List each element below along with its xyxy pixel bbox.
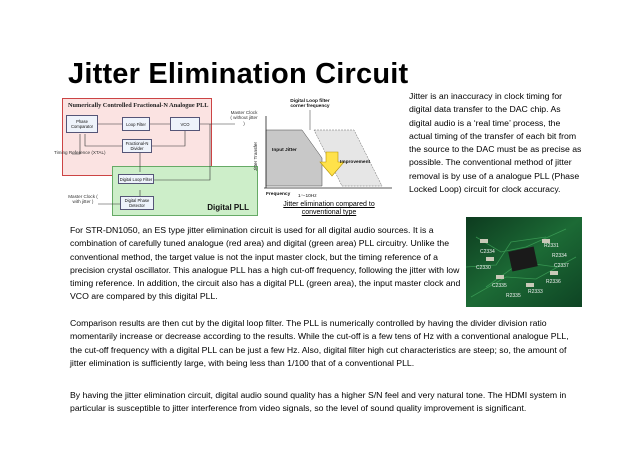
board-label-r2336: R2336 (546, 279, 561, 285)
board-label-c2330: C2330 (476, 265, 491, 271)
phase-comparator-block: Phase Comparator (66, 115, 98, 133)
digital-phase-detector-block: Digital Phase Detector (120, 196, 154, 210)
digital-loop-filter-block: Digital Loop Filter (118, 174, 154, 184)
vco-block: VCO (170, 117, 200, 131)
corner-frequency-label: Digital Loop filter corner frequency (290, 99, 330, 109)
page-title: Jitter Elimination Circuit (68, 58, 409, 90)
y-axis-label: Jitter Transfer (254, 141, 260, 172)
fractional-divider-block: Fractional-N Divider (122, 139, 152, 153)
pll-block-diagram (54, 96, 260, 218)
body-paragraph-1: For STR-DN1050, an ES type jitter elimination circuit is used for all digital audio sources. It is a combination of carefully tuned analogue (red area) and digital (green area) PLL circuitry. Unlike the conventional method, the target value is not the input master clock, but the timing reference of a precision crystal oscillator. This analogue PLL has a high cut-off frequency, following the jitter with low timing reference. In addition, the circuit also has a digital PLL (green area), the input master clock and VCO are compared by this digital PLL. (70, 225, 461, 302)
intro-paragraph: Jitter is an inaccuracy in clock timing for digital data transfer to the DAC chip. As digital audio is a ‘real time’ process, the actual timing of the transfer of each bit from the source to the DAC must be as precise as possible. The conventional method of jitter removal is by use of a analogue PLL (Phase Locked Loop) circuit for clock accuracy. (409, 91, 582, 195)
board-label-r2333: R2333 (528, 289, 543, 295)
board-label-c2334: C2334 (480, 249, 495, 255)
circuit-board-photo (466, 217, 582, 307)
loop-filter-block: Loop Filter (122, 117, 150, 131)
digital-pll-title: Digital PLL (207, 203, 249, 212)
graph-caption: Jitter elimination compared to conventional type (283, 201, 375, 216)
x-axis-label: Frequency (266, 192, 291, 197)
jitter-transfer-graph (252, 96, 402, 216)
board-label-c2337: C2337 (554, 263, 569, 269)
timing-reference-label: Timing Reference (XTAL) (54, 150, 106, 155)
body-paragraph-3: By having the jitter elimination circuit, digital audio sound quality has a higher S/N feel and very natural tone. The HDMI system in particular is susceptible to jitter interference from video signals, so the level of sound quality improvement is significant. (70, 390, 567, 414)
improvement-label: Improvement (340, 160, 371, 165)
board-label-c2335: C2335 (492, 283, 507, 289)
master-clock-out-label: Master Clock ( without jitter ) (230, 110, 258, 126)
frequency-range-label: 1～10Hz (298, 194, 317, 199)
master-clock-in-label: Master Clock ( with jitter ) (68, 194, 98, 205)
input-jitter-label: Input Jitter (272, 148, 297, 153)
board-label-r2331: R2331 (544, 243, 559, 249)
board-label-r2335: R2335 (506, 293, 521, 299)
body-paragraph-2: Comparison results are then cut by the digital loop filter. The PLL is numerically controlled by having the divider division ratio momentarily increase or decrease according to the results. While the cut-off is a few tens of Hz with a conventional analogue PLL, the cut-off frequency with a digital PLL can be just a few Hz. Also, digital filter high cut characteristics are steep; so, the amount of jitter elimination is sufficiently large, with being less than 1/100 that of a conventional PLL. (70, 318, 569, 368)
analogue-pll-title: Numerically Controlled Fractional-N Analogue PLL (68, 102, 209, 109)
board-label-r2334: R2334 (552, 253, 567, 259)
